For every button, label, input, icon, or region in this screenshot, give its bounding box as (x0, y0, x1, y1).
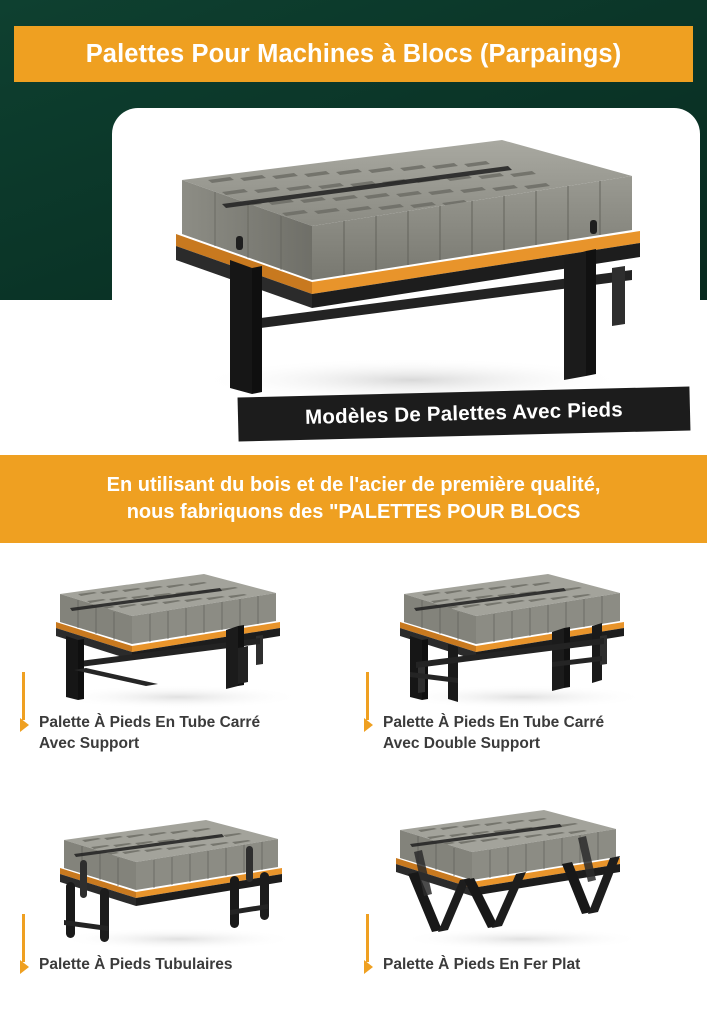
caption-line-1: Palette À Pieds Tubulaires (39, 956, 233, 973)
subtitle-line-1: En utilisant du bois et de l'acier de première qualité, (106, 474, 601, 496)
subtitle-band (0, 455, 707, 543)
hero-image-card (112, 108, 700, 408)
page-title: Palettes Pour Machines à Blocs (Parpaings) (85, 39, 622, 68)
model-caption-text-1 (383, 712, 604, 754)
model-caption-text-0 (39, 712, 260, 754)
model-caption-text-3 (383, 954, 580, 975)
model-caption-1 (362, 714, 688, 754)
pallet-square-tube-legs-with-support-icon (8, 552, 348, 712)
models-grid (0, 548, 707, 1024)
pallet-tubular-legs-icon (8, 794, 348, 954)
pallet-illustration-main (112, 108, 700, 408)
pallet-square-tube-legs-with-double-support-icon (352, 552, 692, 712)
model-caption-2 (18, 956, 344, 975)
subtitle-line-2: nous fabriquons des "PALETTES POUR BLOCS (126, 501, 581, 523)
caption-line-1: Palette À Pieds En Tube Carré (39, 714, 261, 731)
page-title-bar (14, 26, 693, 82)
caption-line-2: Avec Double Support (383, 735, 541, 752)
model-caption-0 (18, 714, 344, 754)
caption-line-1: Palette À Pieds En Fer Plat (383, 956, 581, 973)
pallet-flat-iron-legs-icon (352, 794, 692, 954)
caption-line-2: Avec Support (39, 735, 140, 752)
caption-line-1: Palette À Pieds En Tube Carré (383, 714, 605, 731)
model-card-1 (352, 552, 692, 784)
model-caption-text-2 (39, 954, 233, 975)
model-card-3 (352, 794, 692, 1024)
ribbon-text: Modèles De Palettes Avec Pieds (304, 398, 624, 429)
model-card-0 (8, 552, 348, 784)
model-caption-3 (362, 956, 688, 975)
model-card-2 (8, 794, 348, 1024)
